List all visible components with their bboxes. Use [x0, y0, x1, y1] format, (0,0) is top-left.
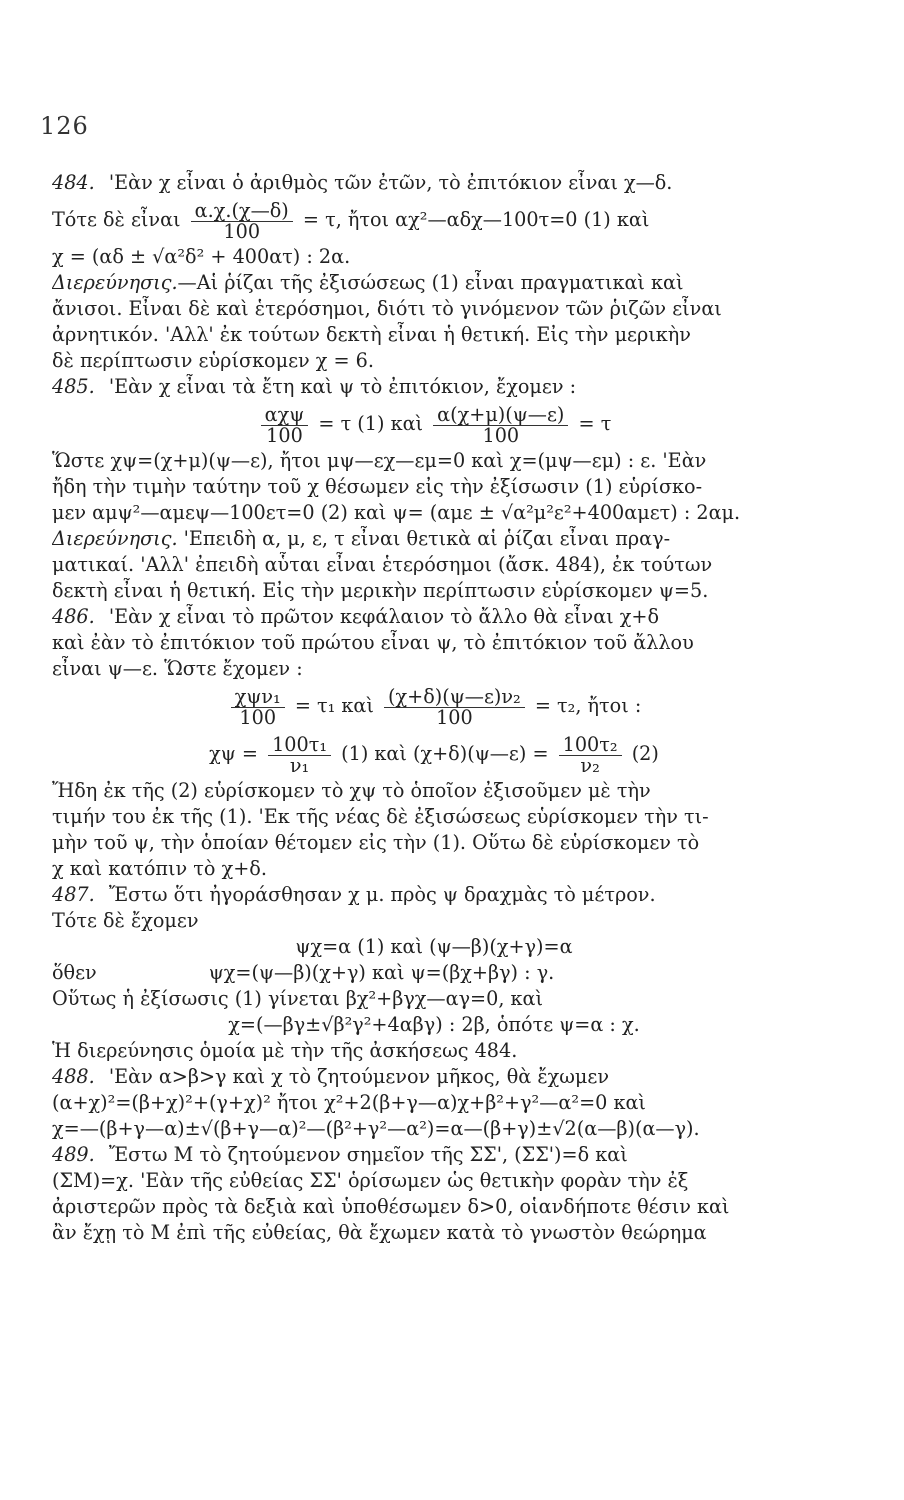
line-text: χ=—(β+γ—α)±√(β+γ—α)²—(β²+γ²—α²)=α—(β+γ)±√2(α—β)(α—γ). — [52, 1117, 700, 1140]
line-text: = τ (1) καὶ — [318, 412, 424, 435]
text-line — [52, 960, 816, 986]
text-line — [52, 170, 816, 196]
numerator: α(χ+μ)(ψ—ε) — [433, 405, 568, 426]
line-text: (α+χ)²=(β+χ)²+(γ+χ)² ἤτοι χ²+2(β+γ—α)χ+β²+γ²—α²=0 καὶ — [52, 1091, 646, 1114]
text-line — [52, 1116, 816, 1142]
denominator: 100 — [266, 423, 303, 447]
fraction — [231, 684, 285, 729]
equation-line — [52, 1012, 816, 1038]
line-text: μεν αμψ²—αμεψ—100ετ=0 (2) καὶ ψ= (αμε ± √α²μ²ε²+400αμετ) : 2αμ. — [52, 501, 741, 524]
text-line — [52, 322, 816, 348]
formula-line — [52, 196, 816, 244]
line-text: 'Εὰν χ εἶναι τὸ πρῶτον κεφάλαιον τὸ ἄλλο θὰ εἶναι χ+δ — [102, 605, 660, 628]
exercise-number: 486. — [52, 605, 95, 628]
line-text: χψ = — [209, 742, 258, 765]
numerator: χψν₁ — [231, 687, 285, 708]
line-text: (1) καὶ (χ+δ)(ψ—ε) = — [341, 742, 549, 765]
formula-line — [52, 682, 816, 730]
line-text: Τότε δὲ ἔχομεν — [52, 909, 199, 932]
text-line — [52, 348, 816, 374]
line-text: Τότε δὲ εἶναι — [52, 208, 181, 231]
line-text: 'Εὰν α>β>γ καὶ χ τὸ ζητούμενον μῆκος, θὰ ἔχωμεν — [102, 1065, 609, 1088]
exercise-number: 485. — [52, 375, 95, 398]
section-heading: Διερεύνησις. — [52, 271, 178, 294]
line-text: ψχ=(ψ—β)(χ+γ) καὶ ψ=(βχ+βγ) : γ. — [208, 961, 555, 984]
denominator: 100 — [239, 705, 277, 729]
line-text: = τ₁ καὶ — [294, 694, 374, 717]
text-line — [52, 1090, 816, 1116]
line-text: 'Εὰν χ εἶναι τὰ ἔτη καὶ ψ τὸ ἐπιτόκιον, ἔχομεν : — [102, 375, 577, 398]
line-text: (2) — [631, 742, 659, 765]
text-line — [52, 856, 816, 882]
line-text: Ὥστε χψ=(χ+μ)(ψ—ε), ἤτοι μψ—εχ—εμ=0 καὶ χ=(μψ—εμ) : ε. 'Εὰν — [52, 449, 707, 472]
numerator: αχψ — [261, 405, 309, 426]
text-line — [52, 1038, 816, 1064]
line-text: (ΣΜ)=χ. 'Εὰν τῆς εὐθείας ΣΣ' ὁρίσωμεν ὡς θετικὴν φορὰν τὴν ἐξ — [52, 1169, 689, 1192]
text-line — [52, 448, 816, 474]
denominator: 100 — [436, 705, 473, 729]
text-line — [52, 526, 816, 552]
line-text: καὶ ἐὰν τὸ ἐπιτόκιον τοῦ πρώτου εἶναι ψ, τὸ ἐπιτόκιον τοῦ ἄλλου — [52, 631, 694, 654]
text-line — [52, 604, 816, 630]
page-number: 126 — [40, 112, 89, 140]
line-text: Οὕτως ἡ ἐξίσωσις (1) γίνεται βχ²+βγχ—αγ=0, καὶ — [52, 987, 544, 1010]
denominator: ν₂ — [580, 753, 600, 777]
exercise-number: 487. — [52, 883, 95, 906]
line-text: ὅθεν — [52, 961, 97, 984]
text-line — [52, 630, 816, 656]
line-text: ἀριστερῶν πρὸς τὰ δεξιὰ καὶ ὑποθέσωμεν δ>0, οἱανδήποτε θέσιν καὶ — [52, 1195, 730, 1218]
equation-line — [52, 934, 816, 960]
numerator: (χ+δ)(ψ—ε)ν₂ — [384, 687, 525, 708]
denominator: 100 — [223, 219, 261, 243]
line-text: δὲ περίπτωσιν εὑρίσκομεν χ = 6. — [52, 349, 374, 372]
text-line — [52, 908, 816, 934]
line-text: ματικαί. 'Αλλ' ἐπειδὴ αὗται εἶναι ἑτερόσημοι (ἄσκ. 484), ἐκ τούτων — [52, 553, 713, 576]
numerator: α.χ.(χ—δ) — [191, 201, 293, 222]
line-text: μὴν τοῦ ψ, τὴν ὁποίαν θέτομεν εἰς τὴν (1). Οὕτω δὲ εὑρίσκομεν τὸ — [52, 831, 700, 854]
line-text: ψχ=α (1) καὶ (ψ—β)(χ+γ)=α — [295, 935, 573, 958]
line-text: χ καὶ κατόπιν τὸ χ+δ. — [52, 857, 267, 880]
text-line — [52, 778, 816, 804]
text-line — [52, 552, 816, 578]
line-text: τιμήν του ἐκ τῆς (1). 'Εκ τῆς νέας δὲ ἐξισώσεως εὑρίσκομεν τὴν τι- — [52, 805, 709, 828]
text-line — [52, 1168, 816, 1194]
line-text: = τ₂, ἤτοι : — [534, 694, 642, 717]
line-text: ἀρνητικόν. 'Αλλ' ἐκ τούτων δεκτὴ εἶναι ἡ θετική. Εἰς τὴν μερικὴν — [52, 323, 691, 346]
denominator: 100 — [482, 423, 520, 447]
page-body — [52, 170, 816, 1246]
text-line — [52, 474, 816, 500]
text-line — [52, 270, 816, 296]
text-line — [52, 830, 816, 856]
line-text: 'Εὰν χ εἶναι ὁ ἀριθμὸς τῶν ἐτῶν, τὸ ἐπιτόκιον εἶναι χ—δ. — [102, 171, 673, 194]
formula-line — [52, 400, 816, 448]
fraction — [268, 732, 331, 777]
text-line — [52, 374, 816, 400]
line-text: ἄνισοι. Εἶναι δὲ καὶ ἑτερόσημοι, διότι τὸ γινόμενον τῶν ῥιζῶν εἶναι — [52, 297, 722, 320]
line-text: 'Επειδὴ α, μ, ε, τ εἶναι θετικὰ αἱ ῥίζαι εἶναι πραγ- — [177, 527, 671, 550]
exercise-number: 488. — [52, 1065, 95, 1088]
line-text: Ἡ διερεύνησις ὁμοία μὲ τὴν τῆς ἀσκήσεως 484. — [52, 1039, 518, 1062]
fraction — [433, 402, 568, 447]
text-line — [52, 244, 816, 270]
section-heading: Διερεύνησις. — [52, 527, 178, 550]
fraction — [384, 684, 525, 729]
text-line — [52, 1220, 816, 1246]
text-line — [52, 882, 816, 908]
text-line — [52, 1064, 816, 1090]
numerator: 100τ₁ — [268, 735, 331, 756]
fraction — [191, 198, 293, 243]
line-text: Ἔστω ὅτι ἠγοράσθησαν χ μ. πρὸς ψ δραχμὰς τὸ μέτρον. — [102, 883, 656, 906]
text-line — [52, 804, 816, 830]
denominator: ν₁ — [289, 753, 310, 777]
line-text: = τ — [578, 412, 612, 435]
numerator: 100τ₂ — [559, 735, 622, 756]
line-text: δεκτὴ εἶναι ἡ θετική. Εἰς τὴν μερικὴν περίπτωσιν εὑρίσκομεν ψ=5. — [52, 579, 709, 602]
text-line — [52, 1194, 816, 1220]
line-text: —Αἱ ῥίζαι τῆς ἐξισώσεως (1) εἶναι πραγματικαὶ καὶ — [177, 271, 684, 294]
text-line — [52, 578, 816, 604]
line-text: χ = (αδ ± √α²δ² + 400ατ) : 2α. — [52, 245, 351, 268]
line-text: ἂν ἔχῃ τὸ Μ ἐπὶ τῆς εὐθείας, θὰ ἔχωμεν κατὰ τὸ γνωστὸν θεώρημα — [52, 1221, 707, 1244]
line-text: εἶναι ψ—ε. Ὥστε ἔχομεν : — [52, 657, 303, 680]
line-text: = τ, ἤτοι αχ²—αδχ—100τ=0 (1) καὶ — [302, 208, 650, 231]
text-line — [52, 500, 816, 526]
line-text: Ἤδη ἐκ τῆς (2) εὑρίσκομεν τὸ χψ τὸ ὁποῖον ἐξισοῦμεν μὲ τὴν — [52, 779, 651, 802]
fraction — [261, 402, 309, 447]
text-line — [52, 296, 816, 322]
fraction — [559, 732, 622, 777]
formula-line — [52, 730, 816, 778]
text-line — [52, 656, 816, 682]
line-text: χ=(—βγ±√β²γ²+4αβγ) : 2β, ὁπότε ψ=α : χ. — [228, 1013, 640, 1036]
text-line — [52, 1142, 816, 1168]
exercise-number: 484. — [52, 171, 95, 194]
text-line — [52, 986, 816, 1012]
line-text: Ἔστω Μ τὸ ζητούμενον σημεῖον τῆς ΣΣ', (ΣΣ')=δ καὶ — [102, 1143, 628, 1166]
line-text: ἤδη τὴν τιμὴν ταύτην τοῦ χ θέσωμεν εἰς τὴν ἐξίσωσιν (1) εὑρίσκο- — [52, 475, 703, 498]
exercise-number: 489. — [52, 1143, 95, 1166]
